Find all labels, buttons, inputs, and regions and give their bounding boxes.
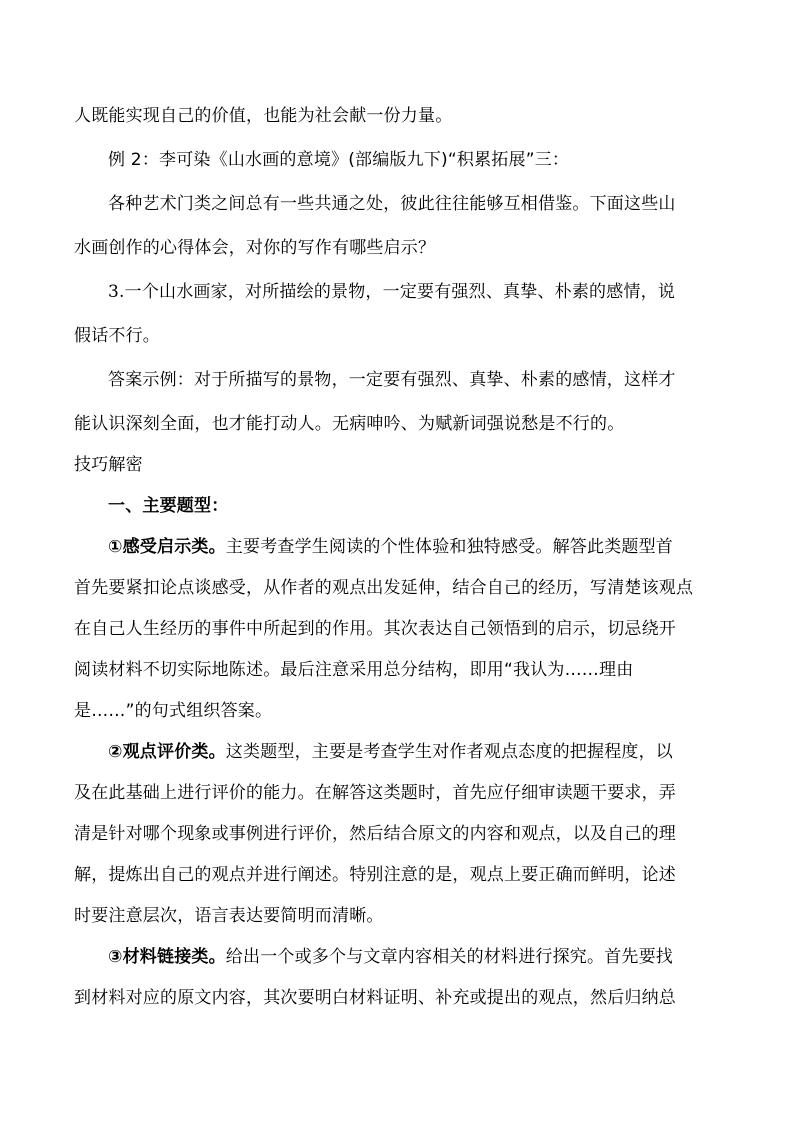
item-title: ②观点评价类。 — [108, 742, 226, 762]
text-line: 假话不行。 — [74, 326, 160, 346]
text-line: 到材料对应的原文内容，其次要明白材料证明、补充或提出的观点，然后归纳总 — [74, 988, 676, 1008]
item-title: ③材料链接类。 — [108, 947, 226, 967]
section-heading: 技巧解密 — [74, 455, 143, 475]
item-text: 给出一个或多个与文章内容相关的材料进行探究。首先要找 — [225, 947, 673, 967]
subsection-heading: 一、主要题型： — [108, 496, 229, 516]
text-line: 各种艺术门类之间总有一些共通之处，彼此往往能够互相借鉴。下面这些山 — [108, 194, 676, 214]
text-line: 在自己人生经历的事件中所起到的作用。其次表达自己领悟到的启示，切忌绕开 — [74, 619, 676, 639]
text-line: 阅读材料不切实际地陈述。最后注意采用总分结构，即用“我认为……理由 — [74, 660, 634, 680]
item-text: 这类题型，主要是考查学生对作者观点态度的把握程度，以 — [225, 742, 673, 762]
text-line: 解，提炼出自己的观点并进行阐述。特别注意的是，观点上要正确而鲜明，论述 — [74, 865, 676, 885]
example-heading: 例 2：李可染《山水画的意境》(部编版九下)“积累拓展”三： — [108, 150, 570, 170]
item-line — [108, 945, 673, 969]
answer-line: 答案示例：对于所描写的景物，一定要有强烈、真挚、朴素的感情，这样才 — [108, 370, 676, 390]
text-line: 是……”的句式组织答案。 — [74, 701, 273, 721]
text-line: 时要注意层次，语言表达要简明而清晰。 — [74, 906, 384, 926]
text-line: 水画创作的心得体会，对你的写作有哪些启示？ — [74, 238, 436, 258]
item-title: ①感受启示类。 — [108, 537, 226, 557]
item-line — [108, 535, 673, 559]
item-text: 主要考查学生阅读的个性体验和独特感受。解答此类题型首 — [225, 537, 673, 557]
text-line: 首先要紧扣论点谈感受，从作者的观点出发延伸，结合自己的经历，写清楚该观点 — [74, 578, 694, 598]
text-line: 及在此基础上进行评价的能力。在解答这类题时，首先应仔细审读题干要求，弄 — [74, 783, 676, 803]
text-line: 人既能实现自己的价值，也能为社会献一份力量。 — [74, 106, 453, 126]
text-line: 清是针对哪个现象或事例进行评价，然后结合原文的内容和观点，以及自己的理 — [74, 824, 676, 844]
item-line — [108, 740, 673, 764]
answer-line: 能认识深刻全面，也才能打动人。无病呻吟、为赋新词强说愁是不行的。 — [74, 414, 625, 434]
text-line: 3.一个山水画家，对所描绘的景物，一定要有强烈、真挚、朴素的感情，说 — [108, 282, 676, 302]
